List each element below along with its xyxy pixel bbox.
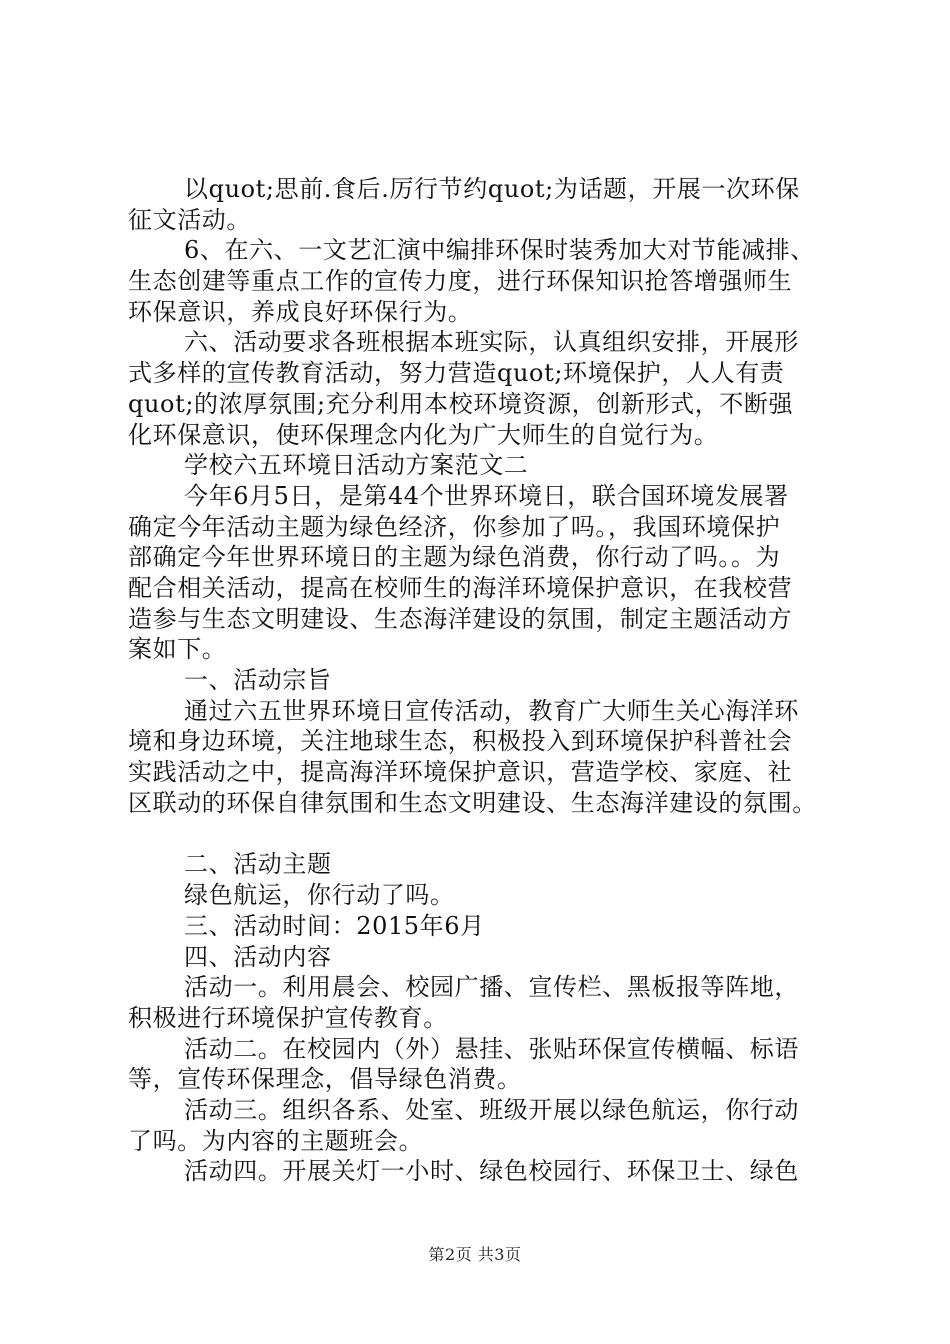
text-line: 活动二。在校园内（外）悬挂、张贴环保宣传横幅、标语 bbox=[184, 1034, 799, 1063]
text-line: 六、活动要求各班根据本班实际，认真组织安排，开展形 bbox=[184, 328, 799, 357]
text-line: 式多样的宣传教育活动，努力营造quot;环境保护，人人有责 bbox=[128, 359, 785, 388]
text-line: 等，宣传环保理念，倡导绿色消费。 bbox=[128, 1065, 522, 1094]
text-line: 活动三。组织各系、处室、班级开展以绿色航运，你行动 bbox=[184, 1095, 799, 1124]
text-line: 区联动的环保自律氛围和生态文明建设、生态海洋建设的氛围。 bbox=[128, 788, 817, 817]
text-line: 6、在六、一文艺汇演中编排环保时装秀加大对节能减排、 bbox=[184, 236, 815, 265]
text-line: 部确定今年世界环境日的主题为绿色消费，你行动了吗。。为 bbox=[128, 543, 781, 572]
text-line: 以quot;思前.食后.厉行节约quot;为话题，开展一次环保 bbox=[184, 175, 800, 203]
text-line: 境和身边环境，关注地球生态，积极投入到环境保护科普社会 bbox=[128, 727, 793, 756]
text-line: 征文活动。 bbox=[128, 205, 251, 234]
text-line: 了吗。为内容的主题班会。 bbox=[128, 1126, 424, 1155]
text-line: 一、活动宗旨 bbox=[184, 666, 332, 694]
text-line: 通过六五世界环境日宣传活动，教育广大师生关心海洋环 bbox=[184, 696, 799, 725]
text-line: 生态创建等重点工作的宣传力度，进行环保知识抢答增强师生 bbox=[128, 267, 793, 296]
text-line: 绿色航运，你行动了吗。 bbox=[184, 881, 455, 910]
text-line: 案如下。 bbox=[128, 635, 227, 664]
text-line: 三、活动时间：2015年6月 bbox=[184, 911, 485, 940]
text-line: 化环保意识，使环保理念内化为广大师生的自觉行为。 bbox=[128, 420, 719, 449]
text-line: 造参与生态文明建设、生态海洋建设的氛围，制定主题活动方 bbox=[128, 604, 793, 633]
blank-line bbox=[128, 818, 840, 849]
text-line: 活动一。利用晨会、校园广播、宣传栏、黑板报等阵地， bbox=[184, 973, 799, 1002]
text-line: 今年6月5日，是第44个世界环境日，联合国环境发展署 bbox=[184, 481, 789, 510]
text-line: 四、活动内容 bbox=[184, 942, 332, 971]
text-line: 学校六五环境日活动方案范文二 bbox=[184, 451, 529, 480]
page-number-footer: 第2页 共3页 bbox=[428, 1245, 522, 1264]
text-line: 积极进行环境保护宣传教育。 bbox=[128, 1003, 448, 1032]
text-line: 配合相关活动，提高在校师生的海洋环境保护意识，在我校营 bbox=[128, 573, 793, 602]
text-line: 环保意识，养成良好环保行为。 bbox=[128, 297, 473, 326]
text-line: 实践活动之中，提高海洋环境保护意识，营造学校、家庭、社 bbox=[128, 758, 793, 787]
text-line: quot;的浓厚氛围;充分利用本校环境资源，创新形式，不断强 bbox=[128, 389, 794, 418]
text-line: 二、活动主题 bbox=[184, 850, 332, 879]
document-body bbox=[128, 174, 840, 1187]
text-line: 确定今年活动主题为绿色经济，你参加了吗。，我国环境保护 bbox=[128, 512, 781, 541]
text-line: 活动四。开展关灯一小时、绿色校园行、环保卫士、绿色 bbox=[184, 1157, 799, 1186]
